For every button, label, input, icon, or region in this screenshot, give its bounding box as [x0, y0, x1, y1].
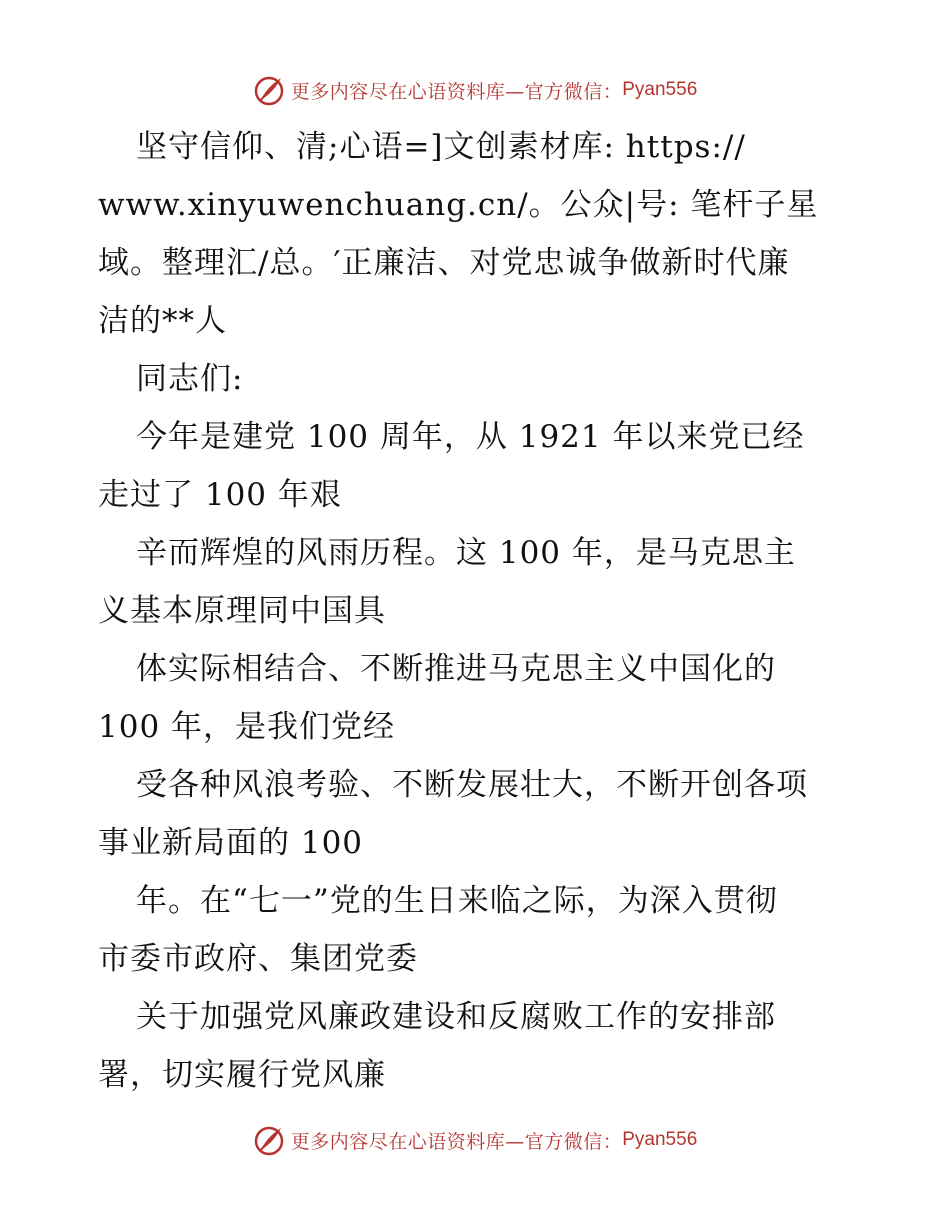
feather-pen-logo-icon: [253, 74, 285, 106]
text-line: 100 年，是我们党经: [98, 709, 396, 745]
text-line: 坚守信仰、清;心语=]文创素材库: https://: [136, 129, 746, 165]
watermark-text: 更多内容尽在心语资料库—官方微信：: [290, 1130, 623, 1153]
text-line: www.xinyuwenchuang.cn/。公众|号: 笔杆子星: [98, 187, 819, 223]
watermark-wechat-id: Pyan556: [622, 1129, 698, 1150]
text-line: 洁的**人: [98, 303, 227, 339]
text-line: 域。整理汇/总。′正廉洁、对党忠诚争做新时代廉: [98, 245, 790, 281]
watermark-wechat-id: Pyan556: [622, 79, 698, 100]
text-line: 体实际相结合、不断推进马克思主义中国化的: [136, 651, 776, 687]
watermark-text: 更多内容尽在心语资料库—官方微信：: [290, 80, 623, 103]
text-line: 事业新局面的 100: [98, 825, 364, 861]
text-line: 辛而辉煌的风雨历程。这 100 年，是马克思主: [136, 535, 796, 571]
text-line: 年。在“七一”党的生日来临之际，为深入贯彻: [136, 883, 778, 919]
text-line: 同志们:: [136, 361, 244, 397]
text-line: 今年是建党 100 周年，从 1921 年以来党已经: [136, 419, 805, 455]
text-line: 义基本原理同中国具: [98, 593, 386, 629]
footer-watermark: [0, 1120, 950, 1160]
document-body: [98, 118, 858, 1104]
text-line: 走过了 100 年艰: [98, 477, 342, 513]
text-line: 关于加强党风廉政建设和反腐败工作的安排部: [136, 999, 776, 1035]
text-line: 署，切实履行党风廉: [98, 1057, 386, 1093]
feather-pen-logo-icon: [253, 1124, 285, 1156]
text-line: 受各种风浪考验、不断发展壮大，不断开创各项: [136, 767, 808, 803]
text-line: 市委市政府、集团党委: [98, 941, 418, 977]
header-watermark: [0, 70, 950, 110]
